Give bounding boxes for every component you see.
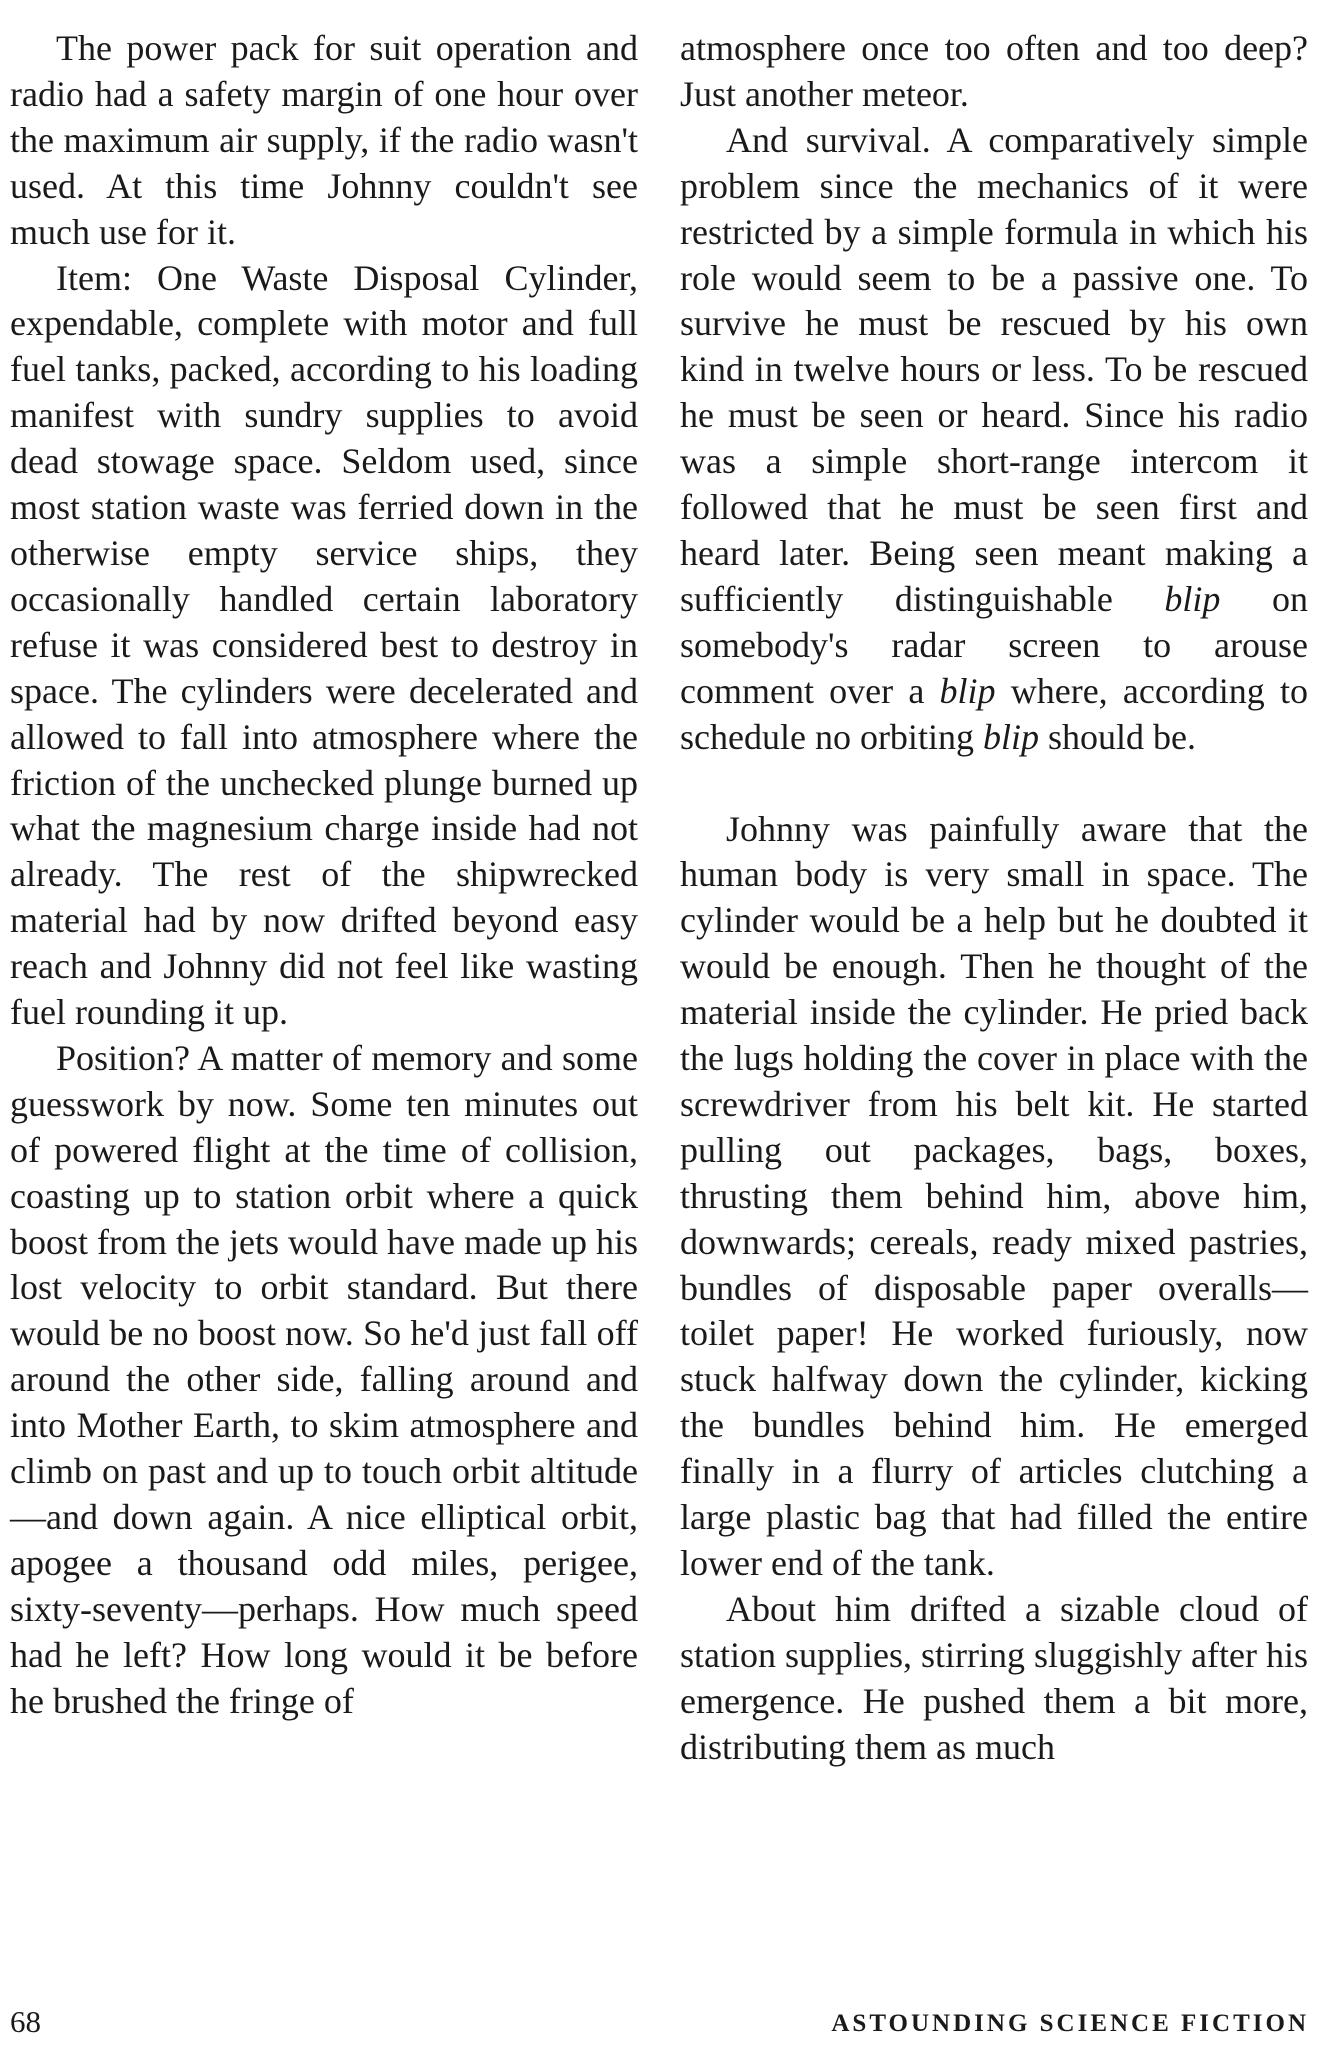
page-footer bbox=[0, 2004, 1331, 2044]
paragraph-text: And survival. A comparatively simple problem since the mechanics of it were restricted by a simple formula in which his role would seem to be a passive one. To survive he must be rescued by his own kind in twelve hours or less. To be rescued he must be seen or heard. Since his radio was a simple short-range intercom it followed that he must be seen first and heard later. Being seen meant making a sufficiently distinguishable bbox=[680, 119, 1308, 619]
italic-word: blip bbox=[939, 670, 996, 711]
body-paragraph bbox=[680, 807, 1308, 1587]
body-paragraph bbox=[680, 1587, 1308, 1771]
running-title: ASTOUNDING SCIENCE FICTION bbox=[831, 2010, 1309, 2037]
body-paragraph-continued bbox=[680, 26, 1308, 118]
body-paragraph bbox=[10, 1036, 638, 1725]
paragraph-text: The power pack for suit operation and radio had a safety margin of one hour over the maximum air supply, if the radio wasn't used. At this time Johnny couldn't see much use for it. bbox=[10, 28, 638, 252]
body-paragraph bbox=[680, 118, 1308, 761]
body-paragraph bbox=[10, 256, 638, 1036]
paragraph-text: where, according to schedule no orbiting bbox=[680, 670, 1308, 757]
italic-word: blip bbox=[1164, 578, 1221, 619]
right-column bbox=[680, 26, 1308, 1771]
paragraph-text: Item: One Waste Disposal Cylinder, expendable, complete with motor and full fuel tanks, packed, according to his loading manifest with sundry supplies to avoid dead stowage space. Seldom used, since most station waste was ferried down in the otherwise empty service ships, they occasionally handled certain laboratory refuse it was considered best to destroy in space. The cylinders were decelerated and allowed to fall into atmosphere where the friction of the unchecked plunge burned up what the magnesium charge inside had not already. The rest of the shipwrecked material had by now drifted beyond easy reach and Johnny did not feel like wasting fuel rounding it up. bbox=[10, 257, 638, 1033]
paragraph-text: About him drifted a sizable cloud of station supplies, stirring sluggishly after his emergence. He pushed them a bit more, distributing them as much bbox=[680, 1588, 1308, 1767]
paragraph-text: atmosphere once too often and too deep? Just another meteor. bbox=[680, 28, 1308, 114]
page-number: 68 bbox=[10, 2004, 41, 2039]
body-paragraph bbox=[10, 26, 638, 256]
paragraph-text: on somebody's radar screen to arouse comment over a bbox=[680, 578, 1308, 711]
paragraph-text: Position? A matter of memory and some guesswork by now. Some ten minutes out of powered flight at the time of collision, coasting up to station orbit where a quick boost from the jets would have made up his lost velocity to orbit standard. But there would be no boost now. So he'd just fall off around the other side, falling around and into Mother Earth, to skim atmosphere and climb on past and up to touch orbit altitude—and down again. A nice elliptical orbit, apogee a thousand odd miles, perigee, sixty-seventy—perhaps. How much speed had he left? How long would it be before he brushed the fringe of bbox=[10, 1037, 638, 1721]
left-column bbox=[10, 26, 638, 1725]
paragraph-text: Johnny was painfully aware that the human body is very small in space. The cylinder would be a help but he doubted it would be enough. Then he thought of the material inside the cylinder. He pried back the lugs holding the cover in place with the screwdriver from his belt kit. He started pulling out packages, bags, boxes, thrusting them behind him, above him, downwards; cereals, ready mixed pastries, bundles of disposable paper overalls—toilet paper! He worked furiously, now stuck halfway down the cylinder, kicking the bundles behind him. He emerged finally in a flurry of articles clutching a large plastic bag that had filled the entire lower end of the tank. bbox=[680, 808, 1308, 1583]
italic-word: blip bbox=[982, 716, 1039, 757]
paragraph-text: should be. bbox=[1038, 716, 1196, 757]
